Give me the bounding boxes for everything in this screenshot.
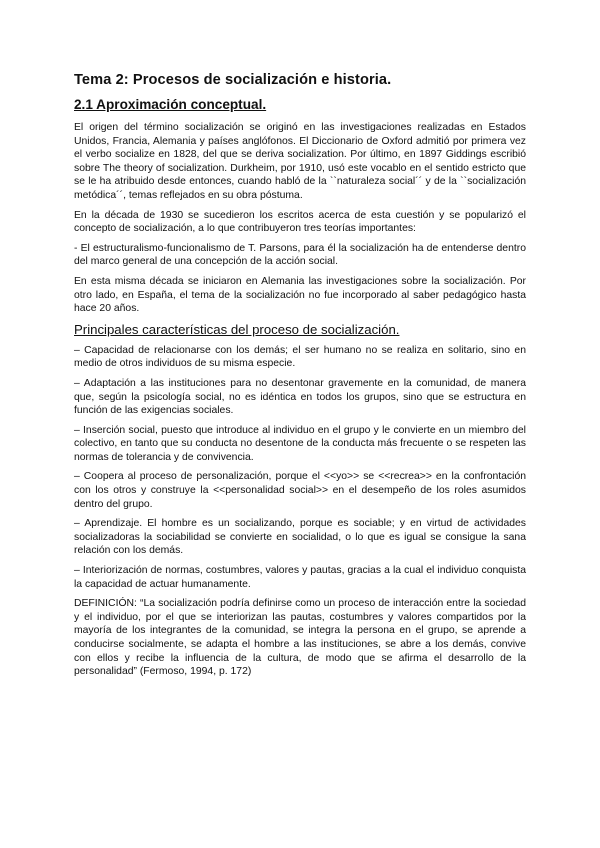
characteristic-item: – Capacidad de relacionarse con los demás; el ser humano no se realiza en solitario, sino en medio de otros individuos de su misma especie. [74,344,526,370]
intro-paragraph: - El estructuralismo-funcionalismo de T. Parsons, para él la socialización ha de entenderse dentro del marco general de una concepción de la acción social. [74,242,526,268]
section-heading: 2.1 Aproximación conceptual. [74,97,267,112]
characteristic-item: – Aprendizaje. El hombre es un socializando, porque es sociable; y en virtud de actividades socializadoras la sociabilidad se convierte en socialidad, o lo que es igual se consigue la sana relación con los demás. [74,518,526,557]
page-title: Tema 2: Procesos de socialización e historia. [74,72,392,88]
characteristic-item: – Adaptación a las instituciones para no desentonar gravemente en la comunidad, de manera que, según la psicología social, no es idéntica en todos los grupos, sino que se estructura en función de las exigencias sociales. [74,377,526,417]
intro-paragraph: En la década de 1930 se sucedieron los escritos acerca de esta cuestión y se popularizó el concepto de socialización, a lo que contribuyeron tres teorías importantes: [74,209,526,235]
characteristic-item: – Coopera al proceso de personalización, porque el <<yo>> se <<recrea>> en la confrontación con los otros y construye la <<personalidad social>> en el desempeño de los roles asumidos dentro del grupo. [74,471,526,510]
definition-paragraph: DEFINICIÓN: “La socialización podría definirse como un proceso de interacción entre la sociedad y el individuo, por el que se interiorizan las pautas, costumbres y valores compartidos por la mayoría de los integrantes de la comunidad, se integra la persona en el grupo, se aprende a conducirse socialmente, se adapta el hombre a las instituciones, se abre a los demás, convive con ellos y recibe la influencia de la cultura, de modo que se afirma el desarrollo de la personalidad” (Fermoso, 1994, p. 172) [74,598,526,678]
characteristic-item: – Inserción social, puesto que introduce al individuo en el grupo y le convierte en un miembro del colectivo, en tanto que su conducta no desentone de la conducta más frecuente o se respeten las normas de tolerancia y de convivencia. [74,424,526,463]
intro-paragraph: En esta misma década se iniciaron en Alemania las investigaciones sobre la socialización. Por otro lado, en España, el tema de la socialización no fue incorporado al saber pedagógico hasta hace 20 años. [74,275,526,315]
intro-paragraph: El origen del término socialización se originó en las investigaciones realizadas en Estados Unidos, Francia, Alemania y países anglófonos. El Diccionario de Oxford admitió por primera vez el verbo socialize en 1828, del que se deriva socialization. Por último, en 1897 Giddings escribió sobre The theory of socialization. Durkheim, por 1910, usó este vocablo en el sentido estricto que se le ha atribuido desde entonces, cuando habló de la ``naturaleza social´´ y de la ``socialización metódica´´, temas reflejados en su obra póstuma. [74,122,526,201]
subsection-heading: Principales características del proceso de socialización. [74,321,400,337]
characteristic-item: – Interiorización de normas, costumbres, valores y pautas, gracias a la cual el individuo conquista la capacidad de actuar humanamente. [74,565,526,590]
